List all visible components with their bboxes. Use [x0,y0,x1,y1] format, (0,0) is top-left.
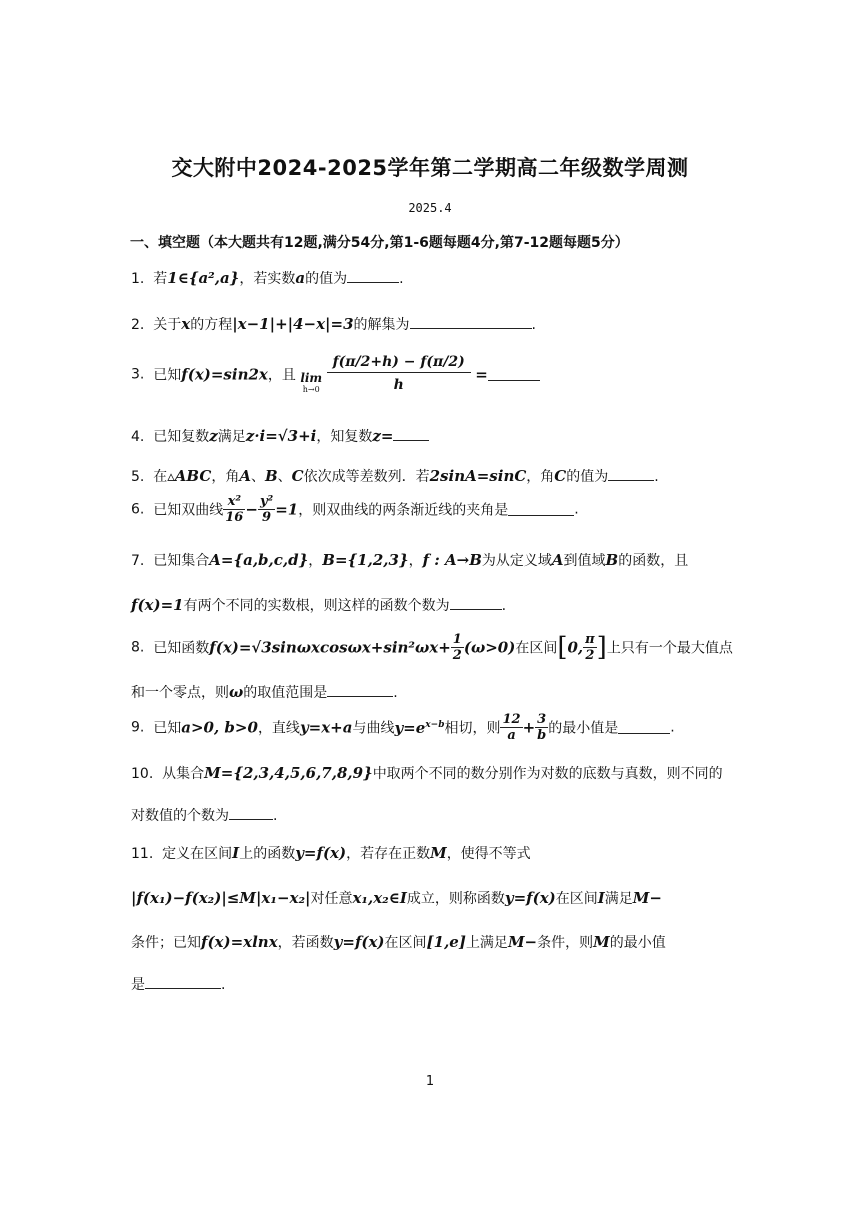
question-3: 3. 已知f(x)=sin2x，且 lim h→0 $\frac{f(\pi/2+h) - f(\pi/2)}{h}$ = [131,352,540,397]
answer-blank [327,684,393,697]
question-7: 7. 已知集合A={a,b,c,d}，B={1,2,3}，f : A→B为从定义域A到值域B的函数，且 [131,551,689,569]
answer-blank [145,976,221,989]
answer-blank [508,503,574,516]
question-10: 10. 从集合M={2,3,4,5,6,7,8,9}中取两个不同的数分别作为对数的底数与真数，则不同的 [131,764,723,782]
answer-blank [608,468,654,481]
question-11: 11. 定义在区间I上的函数y=f(x)，若存在正数M，使得不等式 [131,844,531,862]
question-11-line-3: 条件；已知f(x)=xlnx，若函数y=f(x)在区间[1,e]上满足M−条件，则M的最小值 [131,933,666,951]
question-10-line-2: 对数值的个数为 . [131,808,278,824]
answer-blank [488,368,540,381]
question-7-line-2: f(x)=1有两个不同的实数根，则这样的函数个数为 . [131,596,507,614]
limit-fraction: $\frac{f(\pi/2+h) - f(\pi/2)}{h}$ [327,352,471,397]
question-8-line-2: 和一个零点，则ω的取值范围是 . [131,683,398,701]
answer-blank [618,721,670,734]
answer-blank [410,316,532,329]
answer-blank [229,807,273,820]
question-8: 8. 已知函数f(x)=√3sinωxcosωx+sin²ωx+ $\frac{1}{2}$ (ω>0)在区间[0, $\frac{\pi}{2}$ ]上只有一个最大值点 [131,632,733,663]
answer-blank [450,597,502,610]
question-9: 9. 已知a>0, b>0，直线y=x+a与曲线$y=e^{x-b}$相切，则 $\frac{12}{a}$ + $\frac{3}{b}$ 的最小值是 . [131,712,675,743]
question-2: 2. 关于x的方程|x−1|+|4−x|=3的解集为 . [131,315,536,333]
question-5: 5. 在▵ABC，角A、B、C依次成等差数列．若2sinA=sinC，角C的值为 . [131,467,659,485]
question-1: 1. 若1∈{a²,a}，若实数a的值为 . [131,269,404,287]
question-11-line-2: |f(x₁)−f(x₂)|≤M|x₁−x₂|对任意x₁,x₂∈I成立，则称函数y=f(x)在区间I满足M− [131,889,662,907]
question-11-line-4: 是 . [131,977,226,993]
exam-title: 交大附中2024-2025学年第二学期高二年级数学周测 [171,156,689,180]
page-number: 1 [425,1074,435,1089]
answer-blank [347,270,399,283]
exam-date: 2025.4 [408,201,452,215]
section-heading: 一、填空题（本大题共有12题,满分54分,第1-6题每题4分,第7-12题每题5分） [130,235,629,251]
answer-blank [393,428,429,441]
question-4: 4. 已知复数z满足z·i=√3+i，知复数z= [131,426,429,446]
question-6: 6. 已知双曲线 $\frac{\text{x²}}{16}$ − $\frac{\text{y²}}{9}$ =1，则双曲线的两条渐近线的夹角是 . [131,494,579,525]
